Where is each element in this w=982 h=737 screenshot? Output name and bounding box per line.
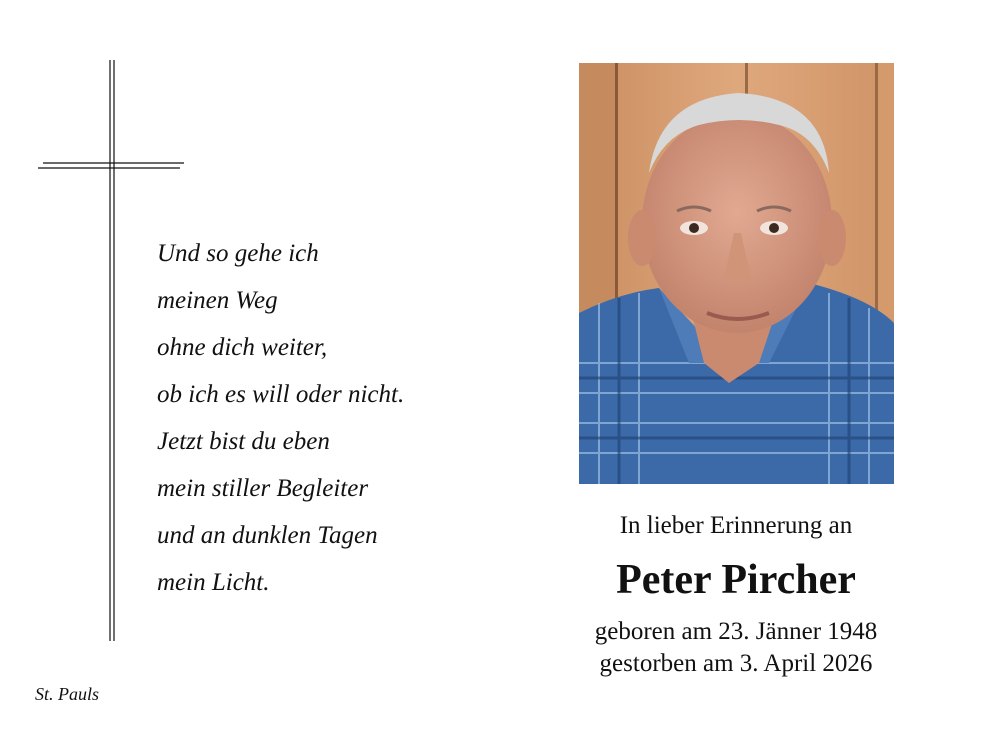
- place-label: St. Pauls: [35, 684, 100, 704]
- poem-line: und an dunklen Tagen: [157, 522, 378, 549]
- poem-line: ohne dich weiter,: [157, 334, 328, 361]
- death-date: gestorben am 3. April 2026: [599, 650, 873, 677]
- poem-line: Und so gehe ich: [157, 240, 319, 267]
- poem-line: Jetzt bist du eben: [157, 428, 330, 455]
- birth-date: geboren am 23. Jänner 1948: [594, 618, 878, 645]
- poem: [157, 230, 517, 606]
- memorial-intro: In lieber Erinnerung an: [619, 512, 853, 539]
- poem-line: mein Licht.: [157, 569, 270, 596]
- portrait-photo: [579, 63, 894, 484]
- poem-line: mein stiller Begleiter: [157, 475, 369, 502]
- poem-line: ob ich es will oder nicht.: [157, 381, 405, 408]
- deceased-name: Peter Pircher: [616, 557, 856, 603]
- poem-line: meinen Weg: [157, 287, 278, 314]
